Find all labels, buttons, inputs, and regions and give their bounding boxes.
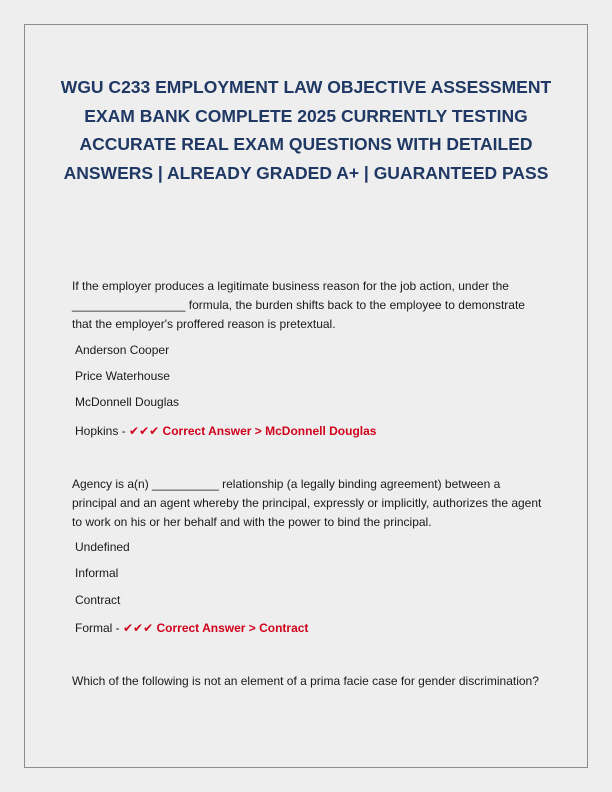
question-2-option-3: Contract: [75, 593, 121, 607]
question-1-option-2: Price Waterhouse: [75, 369, 170, 383]
question-1-option-4-label: Hopkins -: [75, 424, 130, 438]
question-1-option-1: Anderson Cooper: [75, 343, 170, 357]
question-1-option-3: McDonnell Douglas: [75, 395, 180, 409]
question-2-option-4-label: Formal -: [75, 621, 123, 635]
question-2-text: Agency is a(n) __________ relationship (a legally binding agreement) between a principal and an agent whereby the principal, expressly or implicitly, authorizes the agent to work on his or her behalf and with the power to bind the principal.: [72, 477, 542, 529]
question-2-option-1: Undefined: [75, 540, 130, 554]
question-2-option-2: Informal: [75, 566, 119, 580]
question-2-correct-answer: ✔✔✔ Correct Answer > Contract: [123, 621, 309, 635]
question-1-text: If the employer produces a legitimate business reason for the job action, under the _________________ formula, the burden shifts back to the employee to demonstrate that the employer's proffered reason is pretextual.: [72, 279, 525, 331]
question-1-option-4: [75, 423, 376, 439]
question-3-text: Which of the following is not an element of a prima facie case for gender discrimination?: [72, 674, 539, 688]
question-2-option-4: [75, 620, 308, 636]
question-1-correct-answer: ✔✔✔ Correct Answer > McDonnell Douglas: [129, 424, 377, 438]
document-title: WGU C233 EMPLOYMENT LAW OBJECTIVE ASSESSMENT EXAM BANK COMPLETE 2025 CURRENTLY TESTING ACCURATE REAL EXAM QUESTIONS WITH DETAILED ANSWERS | ALREADY GRADED A+ | GUARANTEED PASS: [60, 77, 552, 183]
